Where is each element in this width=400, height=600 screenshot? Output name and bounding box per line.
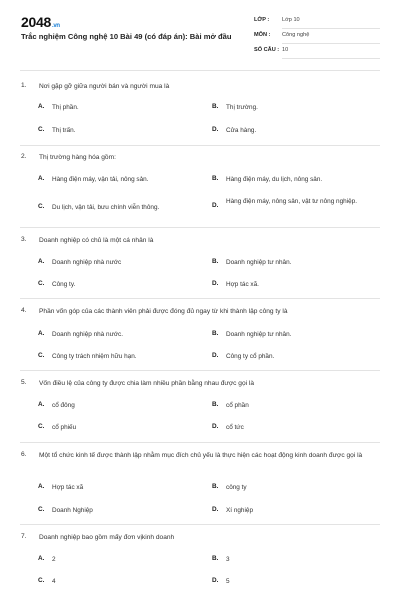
question-number: 7. xyxy=(21,533,27,540)
option-text: Hàng điện máy, du lịch, nông sản. xyxy=(226,176,323,183)
option-text: Cửa hàng. xyxy=(226,127,257,134)
question-divider xyxy=(20,298,380,299)
question-number: 3. xyxy=(21,236,27,243)
option-letter: C. xyxy=(38,280,45,287)
option-text: Doanh nghiệp nhà nước. xyxy=(52,331,124,338)
option-text: Công ty cổ phần. xyxy=(226,353,275,360)
option-letter: B. xyxy=(212,555,219,562)
question-number: 1. xyxy=(21,82,27,89)
option-letter: C. xyxy=(38,352,45,359)
option-text: Doanh nghiệp nhà nước xyxy=(52,259,122,266)
option-text: công ty xyxy=(226,484,247,491)
question-text: Phần vốn góp của các thành viên phải được đóng đủ ngay từ khi thành lập công ty là xyxy=(39,308,288,315)
option-letter: D. xyxy=(212,577,219,584)
option-letter: A. xyxy=(38,483,45,490)
option-letter: C. xyxy=(38,423,45,430)
question-text: Một tổ chức kinh tế được thành lập nhằm mục đích chủ yếu là thực hiện các hoạt động kinh doanh được gọi là xyxy=(39,452,363,459)
option-text: Công ty trách nhiệm hữu hạn. xyxy=(52,353,137,360)
meta-value: 10 xyxy=(282,47,289,53)
option-text: Xí nghiệp xyxy=(226,507,254,514)
option-letter: A. xyxy=(38,103,45,110)
option-letter: B. xyxy=(212,401,219,408)
option-text: Du lịch, vận tải, bưu chính viễn thông. xyxy=(52,204,160,211)
option-letter: D. xyxy=(212,126,219,133)
option-letter: D. xyxy=(212,423,219,430)
meta-value: Công nghệ xyxy=(282,32,310,38)
question-number: 2. xyxy=(21,153,27,160)
option-text: Thị phần. xyxy=(52,104,79,111)
meta-underline xyxy=(282,43,380,44)
question-divider xyxy=(20,370,380,371)
option-letter: A. xyxy=(38,555,45,562)
option-text: Thị trường. xyxy=(226,104,258,111)
meta-label: MÔN : xyxy=(254,32,271,38)
meta-value: Lớp 10 xyxy=(282,17,300,23)
option-text: cổ tức xyxy=(226,424,244,431)
option-letter: D. xyxy=(212,202,219,209)
site-logo[interactable] xyxy=(21,14,60,30)
option-text: Doanh nghiệp tư nhân. xyxy=(226,331,292,338)
meta-underline xyxy=(282,58,380,59)
option-letter: D. xyxy=(212,280,219,287)
option-text: cổ đông xyxy=(52,402,75,409)
option-text: Hàng điện máy, nông sản, vật tư nông nghiệp. xyxy=(226,198,357,205)
option-text: cổ phần xyxy=(226,402,249,409)
option-text: Công ty. xyxy=(52,281,76,288)
meta-class xyxy=(254,15,380,29)
option-letter: C. xyxy=(38,506,45,513)
option-text: 4 xyxy=(52,578,56,585)
question-divider xyxy=(20,145,380,146)
option-letter: B. xyxy=(212,175,219,182)
option-letter: A. xyxy=(38,258,45,265)
question-number: 4. xyxy=(21,307,27,314)
page-title: Trắc nghiệm Công nghệ 10 Bài 49 (có đáp án): Bài mở đầu xyxy=(21,32,232,41)
logo-suffix: .vn xyxy=(51,23,60,29)
question-text: Nơi gặp gỡ giữa người bán và người mua là xyxy=(39,83,170,90)
option-letter: A. xyxy=(38,175,45,182)
question-text: Thị trường hàng hóa gồm: xyxy=(39,154,116,161)
option-letter: B. xyxy=(212,103,219,110)
question-divider xyxy=(20,524,380,525)
question-number: 5. xyxy=(21,379,27,386)
option-text: 5 xyxy=(226,578,230,585)
option-letter: C. xyxy=(38,577,45,584)
option-text: Thị trấn. xyxy=(52,127,76,134)
option-text: Hợp tác xã xyxy=(52,484,84,491)
meta-label: LỚP : xyxy=(254,17,270,23)
page-header xyxy=(0,0,400,76)
option-text: Doanh nghiệp tư nhân. xyxy=(226,259,292,266)
meta-underline xyxy=(282,28,380,29)
option-letter: A. xyxy=(38,401,45,408)
option-letter: A. xyxy=(38,330,45,337)
option-letter: B. xyxy=(212,330,219,337)
question-text: Doanh nghiệp có chủ là một cá nhân là xyxy=(39,237,154,244)
option-letter: C. xyxy=(38,126,45,133)
option-letter: D. xyxy=(212,352,219,359)
question-divider xyxy=(20,227,380,228)
meta-question-count xyxy=(254,45,380,59)
option-letter: D. xyxy=(212,506,219,513)
option-text: cổ phiếu xyxy=(52,424,77,431)
option-letter: B. xyxy=(212,258,219,265)
question-divider xyxy=(20,442,380,443)
option-text: 3 xyxy=(226,556,230,563)
question-text: Vốn điều lệ của công ty được chia làm nhiều phần bằng nhau được gọi là xyxy=(39,380,255,387)
header-divider xyxy=(20,70,380,71)
question-text: Doanh nghiệp bao gồm mấy đơn vịkinh doanh xyxy=(39,534,175,541)
option-text: 2 xyxy=(52,556,56,563)
option-text: Hàng điện máy, vận tải, nông sản. xyxy=(52,176,149,183)
logo-text: 2048 xyxy=(21,14,51,30)
question-number: 6. xyxy=(21,451,27,458)
option-text: Doanh Nghiệp xyxy=(52,507,93,514)
meta-subject xyxy=(254,30,380,44)
option-letter: B. xyxy=(212,483,219,490)
option-letter: C. xyxy=(38,203,45,210)
option-text: Hợp tác xã. xyxy=(226,281,259,288)
meta-label: SỐ CÂU : xyxy=(254,47,280,53)
